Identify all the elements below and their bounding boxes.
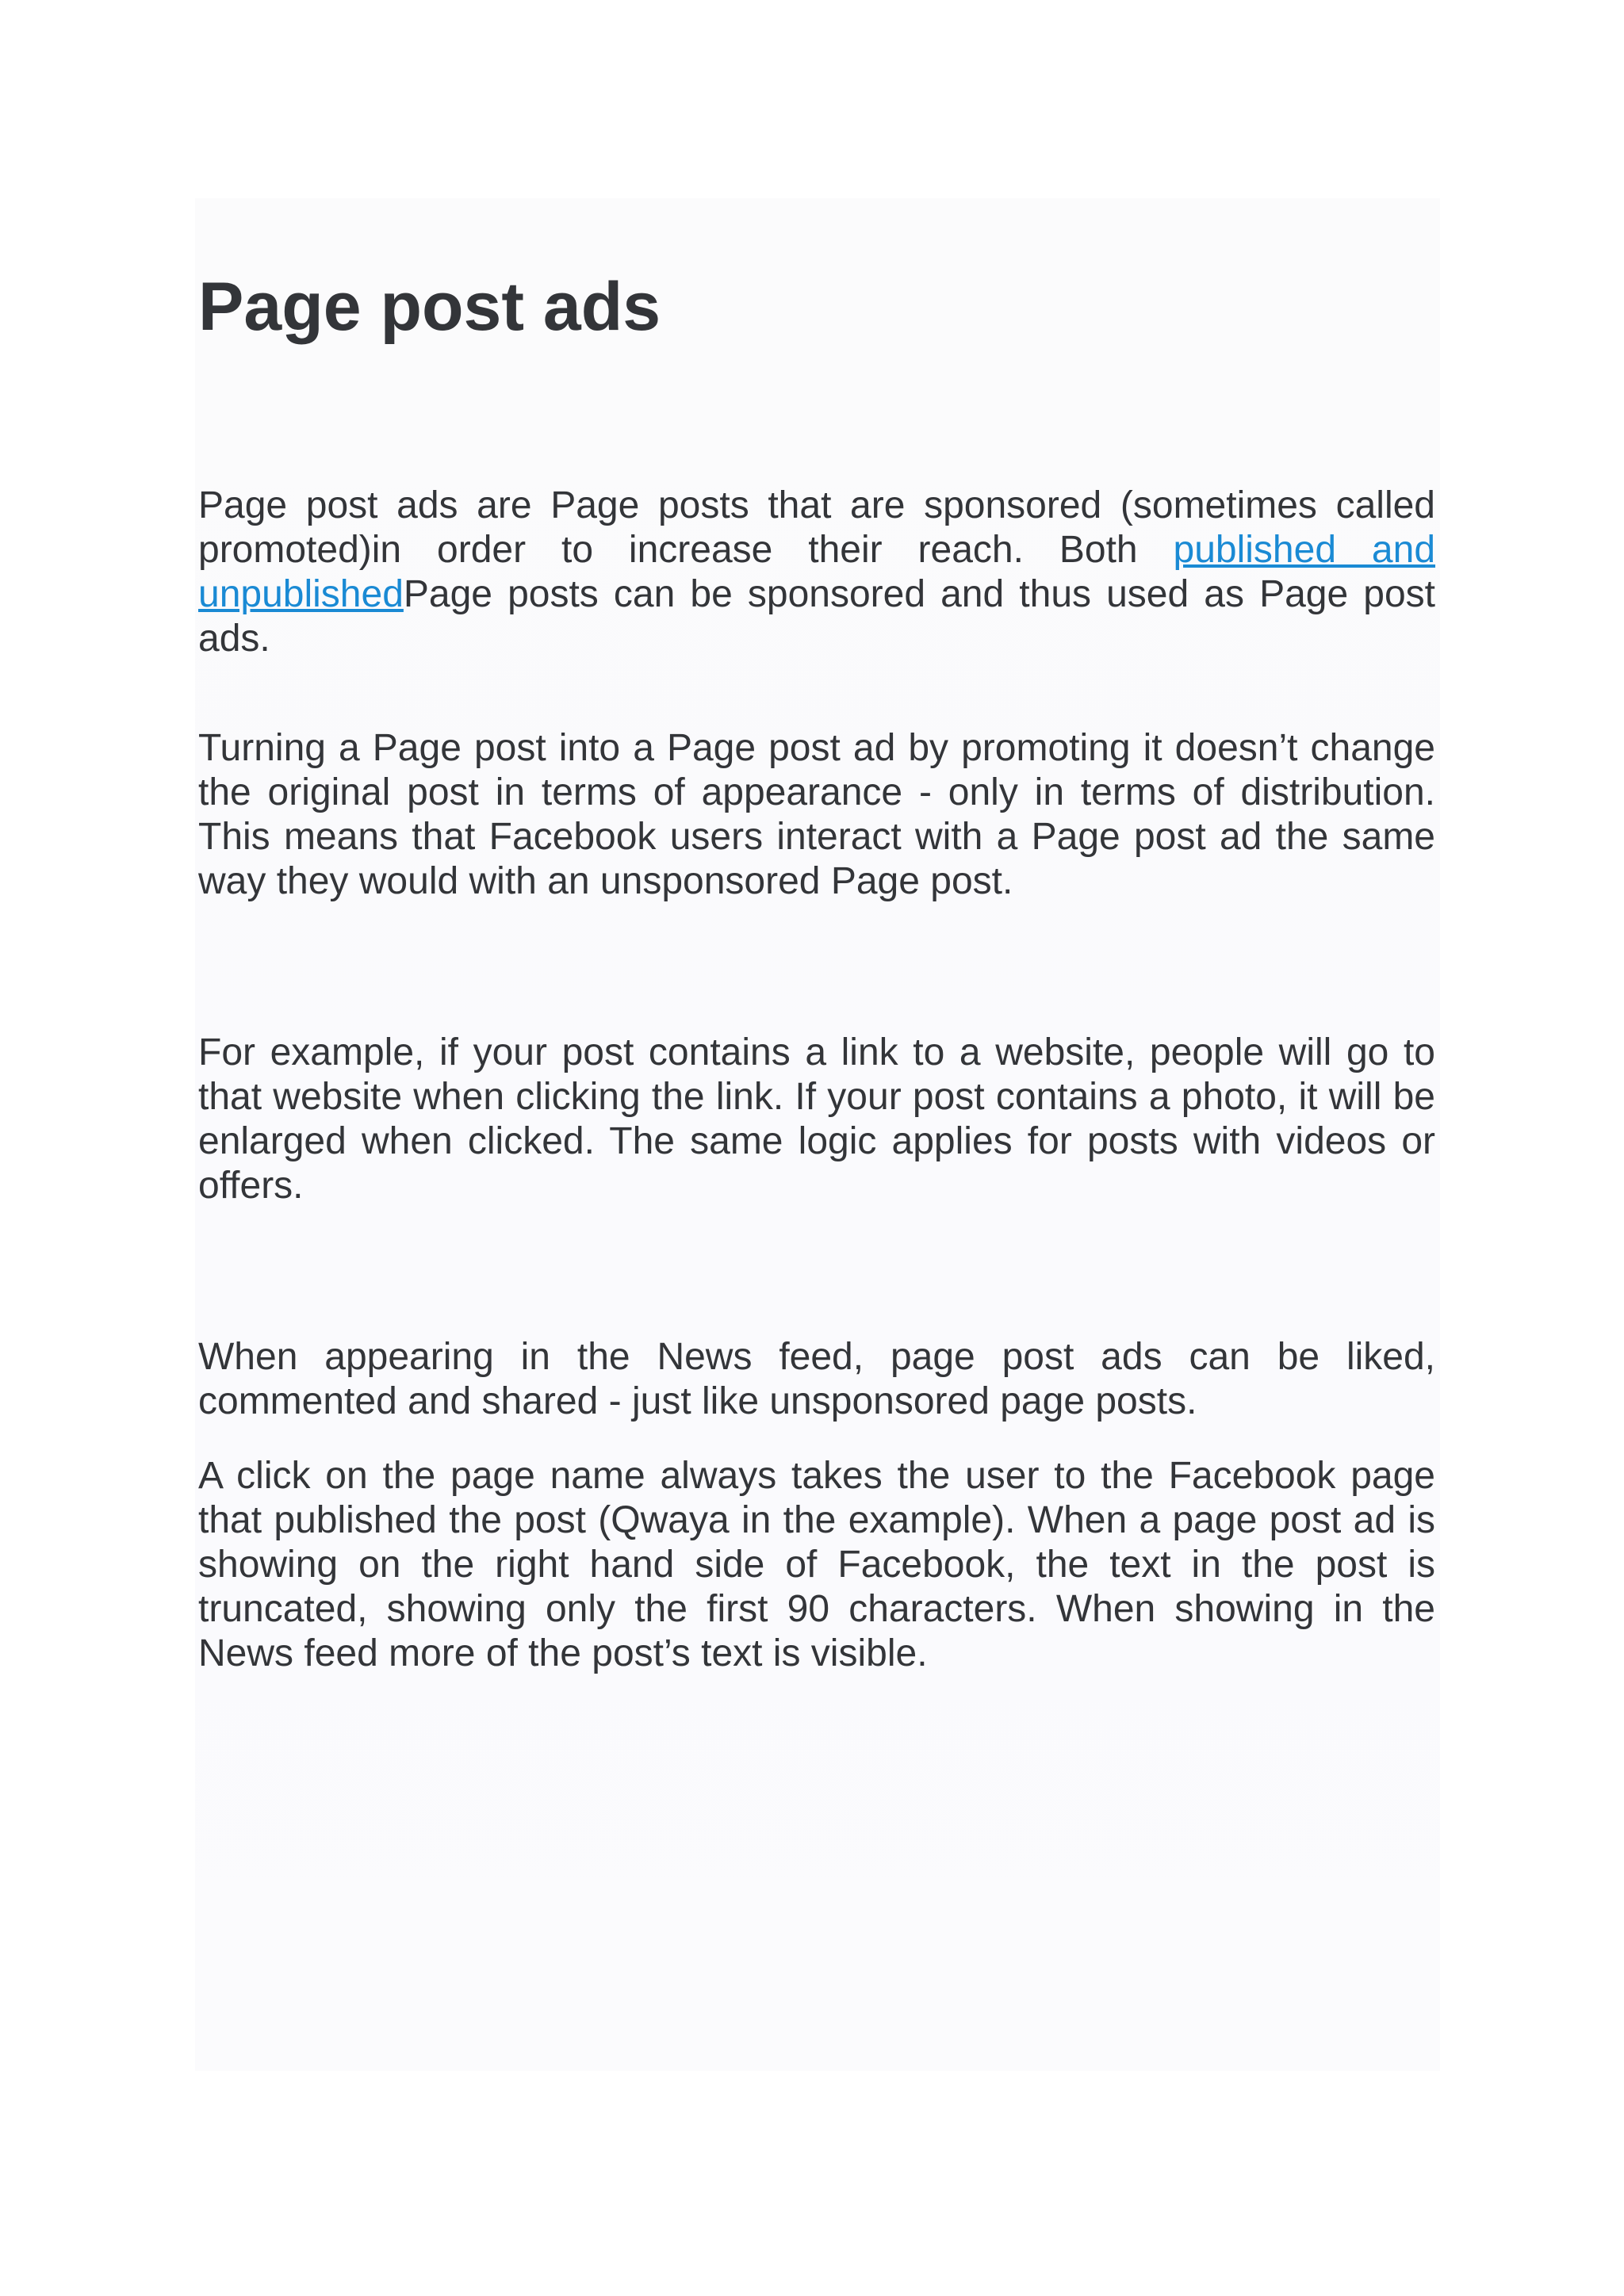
paragraph-page-name-click: A click on the page name always takes the user to the Facebook page that published the post (Qwaya in the example). When a page post ad is showing on the right hand side of Facebook, the text in the post is truncated, showing only the first 90 characters. When showing in the News feed more of the post’s text is visible. — [198, 1454, 1435, 1674]
paragraph-appearance: Turning a Page post into a Page post ad by promoting it doesn’t change the original post in terms of appearance - only in terms of distribution. This means that Facebook users interact with a Page post ad the same way they would with an unsponsored Page post. — [198, 726, 1435, 902]
paragraph-intro-text-before: Page post ads are Page posts that are sponsored (sometimes called promoted)in order to increase their reach. Both — [198, 484, 1435, 571]
paragraph-news-feed: When appearing in the News feed, page post ads can be liked, commented and shared - just like unsponsored page posts. — [198, 1335, 1435, 1422]
paragraph-intro-text-after: Page posts can be sponsored and thus used as Page post ads. — [198, 572, 1435, 660]
page-title: Page post ads — [198, 269, 661, 345]
paragraph-example: For example, if your post contains a link to a website, people will go to that website when clicking the link. If your post contains a photo, it will be enlarged when clicked. The same logic applies for posts with videos or offers. — [198, 1031, 1435, 1207]
paragraph-intro — [198, 484, 1435, 661]
document-content — [198, 270, 1435, 1676]
published-unpublished-link[interactable]: published and unpublished — [198, 528, 1436, 615]
